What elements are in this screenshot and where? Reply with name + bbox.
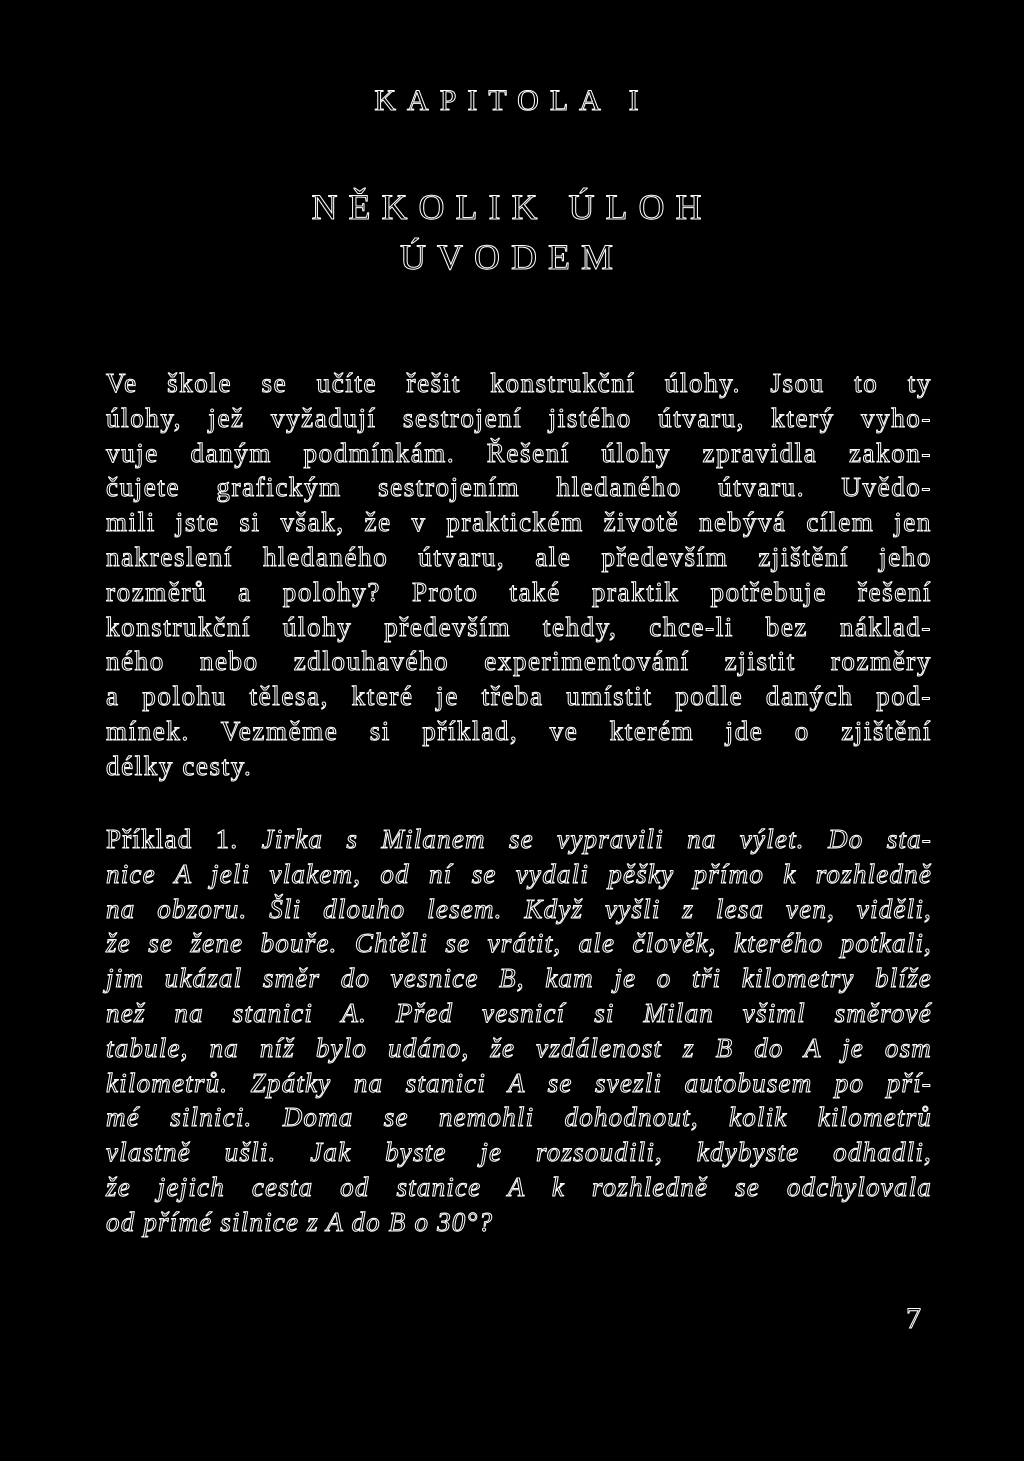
intro-line: úlohy, jež vyžadují sestrojení jistého útvaru, který vyho- xyxy=(106,402,932,433)
example-line xyxy=(106,1135,932,1170)
intro-line: Ve škole se učíte řešit konstrukční úlohy. Jsou to ty xyxy=(106,368,932,398)
intro-line: nakreslení hledaného útvaru, ale především zjištění jeho xyxy=(106,541,932,572)
intro-line: čujete grafickým sestrojením hledaného útvaru. Uvědo- xyxy=(106,472,932,503)
intro-line: délky cesty. xyxy=(106,750,253,781)
example-line xyxy=(106,892,932,927)
intro-line: mínek. Vezměme si příklad, ve kterém jde o zjištění xyxy=(106,715,932,746)
chapter-title-line-2: ÚVODEM xyxy=(400,237,624,277)
example-paragraph xyxy=(106,822,932,1240)
example-first-line-rest: Jirka s Milanem se vypravili na výlet. Do sta- xyxy=(238,824,932,854)
chapter-title-line-1: NĚKOLIK ÚLOH xyxy=(311,187,713,227)
example-line xyxy=(106,1031,932,1066)
example-line xyxy=(106,926,932,961)
intro-line: a polohu tělesa, které je třeba umístit podle daných pod- xyxy=(106,681,932,712)
intro-paragraph xyxy=(106,366,932,784)
intro-line: ného nebo zdlouhavého experimentování zjistit rozměry xyxy=(106,646,932,677)
example-line-text: na obzoru. Šli dlouho lesem. Když vyšli z lesa ven, viděli, xyxy=(106,893,932,924)
example-line-text: že se žene bouře. Chtěli se vrátit, ale člověk, kterého potkali, xyxy=(106,928,932,959)
chapter-label: KAPITOLA I xyxy=(374,84,650,117)
example-line-text: jim ukázal směr do vesnice B, kam je o tři kilometry blíže xyxy=(106,963,932,994)
example-line xyxy=(106,822,932,857)
intro-line: konstrukční úlohy především tehdy, chce-li bez náklad- xyxy=(106,611,932,642)
example-lead: Příklad 1. xyxy=(106,824,239,854)
example-line-text: tabule, na níž bylo udáno, že vzdálenost z B do A je osm xyxy=(106,1032,932,1063)
example-line xyxy=(106,1100,932,1135)
intro-line: rozměrů a polohy? Proto také praktik potřebuje řešení xyxy=(106,576,932,607)
example-line-text: než na stanici A. Před vesnicí si Milan všiml směrové xyxy=(106,997,932,1028)
example-line xyxy=(106,1066,932,1101)
example-line xyxy=(106,857,932,892)
example-line xyxy=(106,1170,932,1205)
example-line-text: vlastně ušli. Jak byste je rozsoudili, kdybyste odhadli, xyxy=(106,1137,932,1168)
example-line-text: nice A jeli vlakem, od ní se vydali pěšky přímo k rozhledně xyxy=(106,858,932,889)
page-number: 7 xyxy=(906,1302,921,1335)
example-line-text: mé silnici. Doma se nemohli dohodnout, kolik kilometrů xyxy=(106,1102,932,1133)
intro-line: mili jste si však, že v praktickém životě nebývá cílem jen xyxy=(106,507,932,538)
example-line-text: že jejich cesta od stanice A k rozhledně se odchylovala xyxy=(106,1171,932,1202)
example-line-text: od přímé silnice z A do B o 30°? xyxy=(106,1206,494,1237)
example-line xyxy=(106,996,932,1031)
example-line xyxy=(106,1205,932,1240)
intro-line: vuje daným podmínkám. Řešení úlohy zpravidla zakon- xyxy=(106,437,932,468)
example-line-text: kilometrů. Zpátky na stanici A se svezli autobusem po pří- xyxy=(106,1067,932,1098)
example-line xyxy=(106,961,932,996)
chapter-title xyxy=(0,182,1024,282)
